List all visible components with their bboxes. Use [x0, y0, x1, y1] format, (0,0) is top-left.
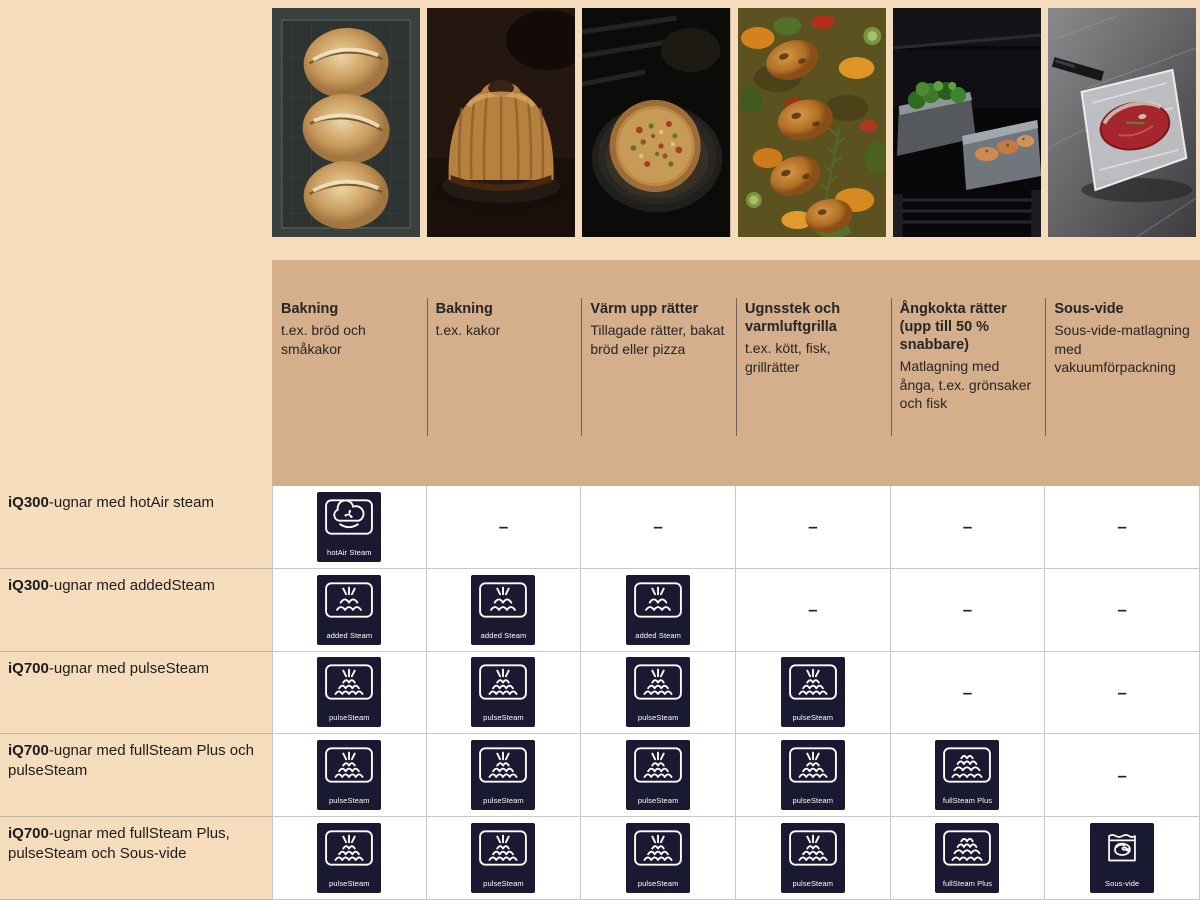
pulse-icon	[324, 829, 374, 867]
cell-r1-c4	[736, 486, 891, 569]
row-label-series: iQ700	[8, 659, 49, 677]
full-badge	[935, 823, 999, 893]
pulse-badge	[781, 823, 845, 893]
badge-label: pulseSteam	[637, 713, 679, 723]
badge-label: pulseSteam	[483, 713, 524, 723]
sousvide-icon	[1099, 827, 1145, 869]
badge-label: fullSteam Plus	[942, 879, 993, 889]
cell-r4-c6	[1045, 734, 1200, 817]
column-description: t.ex. bröd och småkakor	[281, 322, 366, 357]
column-description: Matlagning med ånga, t.ex. grönsaker och fisk	[899, 358, 1032, 411]
added-badge	[626, 575, 690, 645]
badge-label: pulseSteam	[792, 796, 834, 806]
row-label-series: iQ700	[8, 825, 49, 843]
badge-label: hotAir Steam	[327, 547, 372, 557]
row-label-text: -ugnar med hotAir steam	[48, 494, 214, 511]
cell-r5-c4	[736, 817, 891, 900]
pulse-badge	[626, 740, 690, 810]
column-title: Ugnsstek och varmluftgrilla	[745, 301, 841, 335]
cell-r2-c5	[891, 569, 1046, 652]
not-available-dash: –	[1117, 517, 1127, 537]
column-header-1	[272, 260, 427, 486]
badge-label: pulseSteam	[792, 879, 834, 889]
full-icon	[942, 829, 992, 867]
not-available-dash: –	[1117, 600, 1127, 620]
full-icon	[942, 746, 992, 784]
cell-r5-c6	[1045, 817, 1200, 900]
pulse-icon	[788, 829, 838, 867]
badge-label: pulseSteam	[483, 796, 524, 806]
photo-bread-loaves	[272, 8, 420, 237]
row-label-2	[0, 569, 272, 652]
row-label-1	[0, 486, 272, 569]
cell-r2-c1	[272, 569, 427, 652]
pulse-badge	[471, 740, 535, 810]
not-available-dash: –	[498, 517, 509, 537]
not-available-dash: –	[808, 517, 818, 537]
badge-label: added Steam	[635, 630, 682, 640]
pulse-icon	[788, 663, 838, 701]
badge-label: pulseSteam	[792, 713, 834, 723]
cell-r2-c2	[427, 569, 582, 652]
added-icon	[478, 581, 528, 619]
not-available-dash: –	[808, 600, 818, 620]
badge-label: Sous-vide	[1105, 879, 1140, 889]
row-label-4	[0, 734, 272, 817]
not-available-dash: –	[962, 682, 973, 702]
pulse-badge	[471, 823, 535, 893]
cell-r3-c5	[891, 652, 1046, 735]
cell-r4-c4	[736, 734, 891, 817]
added-icon	[633, 581, 683, 619]
cell-r5-c5	[891, 817, 1046, 900]
row-label-text: -ugnar med pulseSteam	[48, 659, 209, 677]
column-title: Ångkokta rätter (upp till 50 % snabbare)	[899, 301, 1007, 353]
column-title: Sous-vide	[1054, 301, 1124, 317]
cell-r2-c6	[1045, 569, 1200, 652]
cell-r4-c2	[427, 734, 582, 817]
pulse-icon	[633, 663, 683, 701]
cell-r4-c5	[891, 734, 1046, 817]
cell-r3-c4	[736, 652, 891, 735]
cell-r5-c2	[427, 817, 582, 900]
cell-r3-c1	[272, 652, 427, 735]
column-title: Bakning	[281, 301, 339, 317]
pulse-icon	[633, 746, 683, 784]
badge-label: fullSteam Plus	[942, 796, 993, 806]
badge-label: added Steam	[480, 630, 527, 640]
badge-label: pulseSteam	[483, 879, 524, 889]
photo-bundt-cake	[427, 8, 575, 237]
added-badge	[471, 575, 535, 645]
cell-r4-c1	[272, 734, 427, 817]
photo-steam-trays-in-oven	[893, 8, 1041, 237]
column-title: Värm upp rätter	[590, 301, 699, 317]
badge-label: added Steam	[326, 630, 373, 640]
row-label-text: -ugnar med addedSteam	[48, 576, 215, 594]
pulse-icon	[788, 746, 838, 784]
cell-r5-c1	[272, 817, 427, 900]
photo-strip	[272, 8, 1196, 237]
added-badge	[317, 575, 381, 645]
row-label-5	[0, 817, 272, 900]
pulse-badge	[626, 657, 690, 727]
column-description: Sous-vide-matlagning med vakuumförpackning	[1054, 322, 1190, 375]
column-header-2	[427, 260, 582, 486]
not-available-dash: –	[653, 517, 663, 537]
row-label-series: iQ700	[8, 742, 49, 760]
added-icon	[324, 581, 374, 619]
pulse-icon	[478, 663, 528, 701]
full-badge	[935, 740, 999, 810]
row-label-series: iQ300	[8, 576, 49, 594]
cell-r1-c1	[272, 486, 427, 569]
pulse-badge	[626, 823, 690, 893]
not-available-dash: –	[962, 600, 973, 620]
not-available-dash: –	[1117, 682, 1127, 702]
cell-r1-c6	[1045, 486, 1200, 569]
column-title: Bakning	[435, 301, 493, 317]
row-label-series: iQ300	[8, 494, 49, 511]
pulse-badge	[317, 657, 381, 727]
cell-r1-c2	[427, 486, 582, 569]
badge-label: pulseSteam	[637, 796, 679, 806]
cell-r3-c3	[581, 652, 736, 735]
cell-r2-c3	[581, 569, 736, 652]
cell-r5-c3	[581, 817, 736, 900]
column-description: t.ex. kakor	[435, 322, 501, 338]
hotair-icon	[324, 498, 374, 536]
column-header-4	[736, 260, 891, 486]
comparison-table	[0, 486, 1200, 900]
photo-roast-chicken-vegetables	[738, 8, 886, 237]
column-description: Tillagade rätter, bakat bröd eller pizza	[590, 322, 725, 357]
column-description: t.ex. kött, fisk, grillrätter	[745, 340, 831, 375]
badge-label: pulseSteam	[329, 796, 370, 806]
cell-r2-c4	[736, 569, 891, 652]
column-header-3	[581, 260, 736, 486]
row-label-text: -ugnar med fullSteam Plus och pulseSteam	[8, 742, 254, 779]
pulse-badge	[781, 657, 845, 727]
pulse-icon	[633, 829, 683, 867]
pulse-badge	[781, 740, 845, 810]
pulse-icon	[324, 663, 374, 701]
row-label-3	[0, 652, 272, 735]
cell-r1-c5	[891, 486, 1046, 569]
hotair-badge	[317, 492, 381, 562]
cell-r1-c3	[581, 486, 736, 569]
badge-label: pulseSteam	[329, 879, 370, 889]
pulse-icon	[478, 746, 528, 784]
sousvide-badge	[1090, 823, 1154, 893]
not-available-dash: –	[1117, 765, 1127, 785]
not-available-dash: –	[962, 517, 973, 537]
pulse-badge	[317, 740, 381, 810]
badge-label: pulseSteam	[637, 879, 679, 889]
row-label-text: -ugnar med fullSteam Plus, pulseSteam och Sous-vide	[8, 825, 230, 862]
cell-r3-c2	[427, 652, 582, 735]
photo-pizza-in-oven	[582, 8, 730, 237]
cell-r3-c6	[1045, 652, 1200, 735]
cell-r4-c3	[581, 734, 736, 817]
column-header-6	[1045, 260, 1200, 486]
column-header-5	[891, 260, 1046, 486]
pulse-badge	[471, 657, 535, 727]
pulse-badge	[317, 823, 381, 893]
badge-label: pulseSteam	[329, 713, 370, 723]
pulse-icon	[478, 829, 528, 867]
photo-sous-vide-steak	[1048, 8, 1196, 237]
pulse-icon	[324, 746, 374, 784]
column-header-band	[272, 260, 1200, 486]
